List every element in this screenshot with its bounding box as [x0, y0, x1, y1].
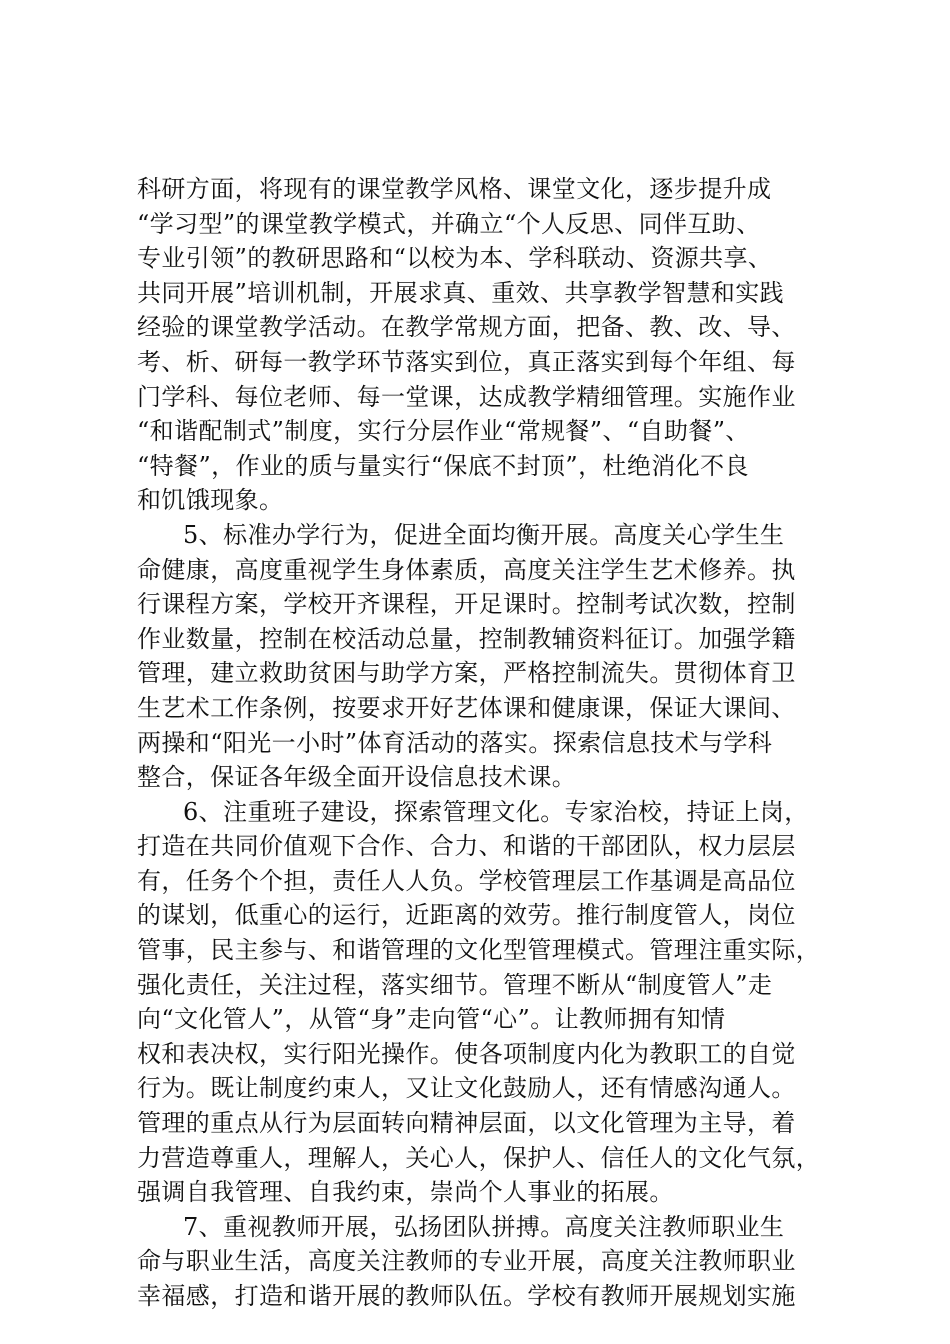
text-line: 整合，保证各年级全面开设信息技术课。 — [137, 763, 577, 792]
text-line: 命健康，高度重视学生身体素质，高度关注学生艺术修养。执 — [137, 555, 796, 584]
text-line: 的谋划，低重心的运行，近距离的效劳。推行制度管人，岗位 — [137, 901, 796, 930]
text-line: 行课程方案，学校开齐课程，开足课时。控制考试次数，控制 — [137, 590, 796, 619]
text-line: 管理，建立救助贫困与助学方案，严格控制流失。贯彻体育卫 — [137, 659, 796, 688]
text-line: “学习型”的课堂教学模式，并确立“个人反思、同伴互助、 — [137, 209, 761, 238]
text-line: 和饥饿现象。 — [137, 486, 284, 515]
text-line: 行为。既让制度约束人，又让文化鼓励人，还有情感沟通人。 — [137, 1074, 796, 1103]
paragraph-first-line: 5、标准办学行为，促进全面均衡开展。高度关心学生生 — [183, 520, 785, 549]
text-line: 强化责任，关注过程，落实细节。管理不断从“制度管人”走 — [137, 970, 773, 999]
document-body-text — [137, 172, 837, 1314]
text-line: 作业数量，控制在校活动总量，控制教辅资料征订。加强学籍 — [137, 624, 796, 653]
text-line: 打造在共同价值观下合作、合力、和谐的干部团队，权力层层 — [137, 832, 796, 861]
text-line: 两操和“阳光一小时”体育活动的落实。探索信息技术与学科 — [137, 728, 773, 757]
text-line: 幸福感，打造和谐开展的教师队伍。学校有教师开展规划实施 — [137, 1282, 796, 1310]
text-line: 力营造尊重人，理解人，关心人，保护人、信任人的文化气氛， — [137, 1143, 821, 1172]
text-line: 考、析、研每一教学环节落实到位，真正落实到每个年组、每 — [137, 347, 796, 376]
text-line: 共同开展”培训机制，开展求真、重效、共享教学智慧和实践 — [137, 278, 785, 307]
text-line: “特餐”，作业的质与量实行“保底不封顶”，杜绝消化不良 — [137, 451, 749, 480]
text-line: 管理的重点从行为层面转向精神层面，以文化管理为主导，着 — [137, 1109, 796, 1138]
text-line: 科研方面，将现有的课堂教学风格、课堂文化，逐步提升成 — [137, 175, 772, 203]
text-line: 命与职业生活，高度关注教师的专业开展，高度关注教师职业 — [137, 1247, 796, 1276]
text-line: 管事，民主参与、和谐管理的文化型管理模式。管理注重实际， — [137, 936, 821, 965]
text-line: 有，任务个个担，责任人人负。学校管理层工作基调是高品位 — [137, 866, 796, 895]
text-line: 经验的课堂教学活动。在教学常规方面，把备、教、改、导、 — [137, 313, 796, 342]
text-line: 生艺术工作条例，按要求开好艺体课和健康课，保证大课间、 — [137, 693, 796, 722]
text-line: 权和表决权，实行阳光操作。使各项制度内化为教职工的自觉 — [137, 1039, 796, 1068]
text-line: 向“文化管人”，从管“身”走向管“心”。让教师拥有知情 — [137, 1005, 726, 1034]
text-line: “和谐配制式”制度，实行分层作业“常规餐”、“自助餐”、 — [137, 417, 750, 446]
text-line: 强调自我管理、自我约束，崇尚个人事业的拓展。 — [137, 1178, 674, 1207]
text-line: 门学科、每位老师、每一堂课，达成教学精细管理。实施作业 — [137, 382, 796, 411]
text-line: 专业引领”的教研思路和“以校为本、学科联动、资源共享、 — [137, 244, 773, 273]
paragraph-first-line: 6、注重班子建设，探索管理文化。专家治校，持证上岗， — [183, 797, 809, 826]
paragraph-first-line: 7、重视教师开展，弘扬团队拼搏。高度关注教师职业生 — [183, 1212, 785, 1241]
